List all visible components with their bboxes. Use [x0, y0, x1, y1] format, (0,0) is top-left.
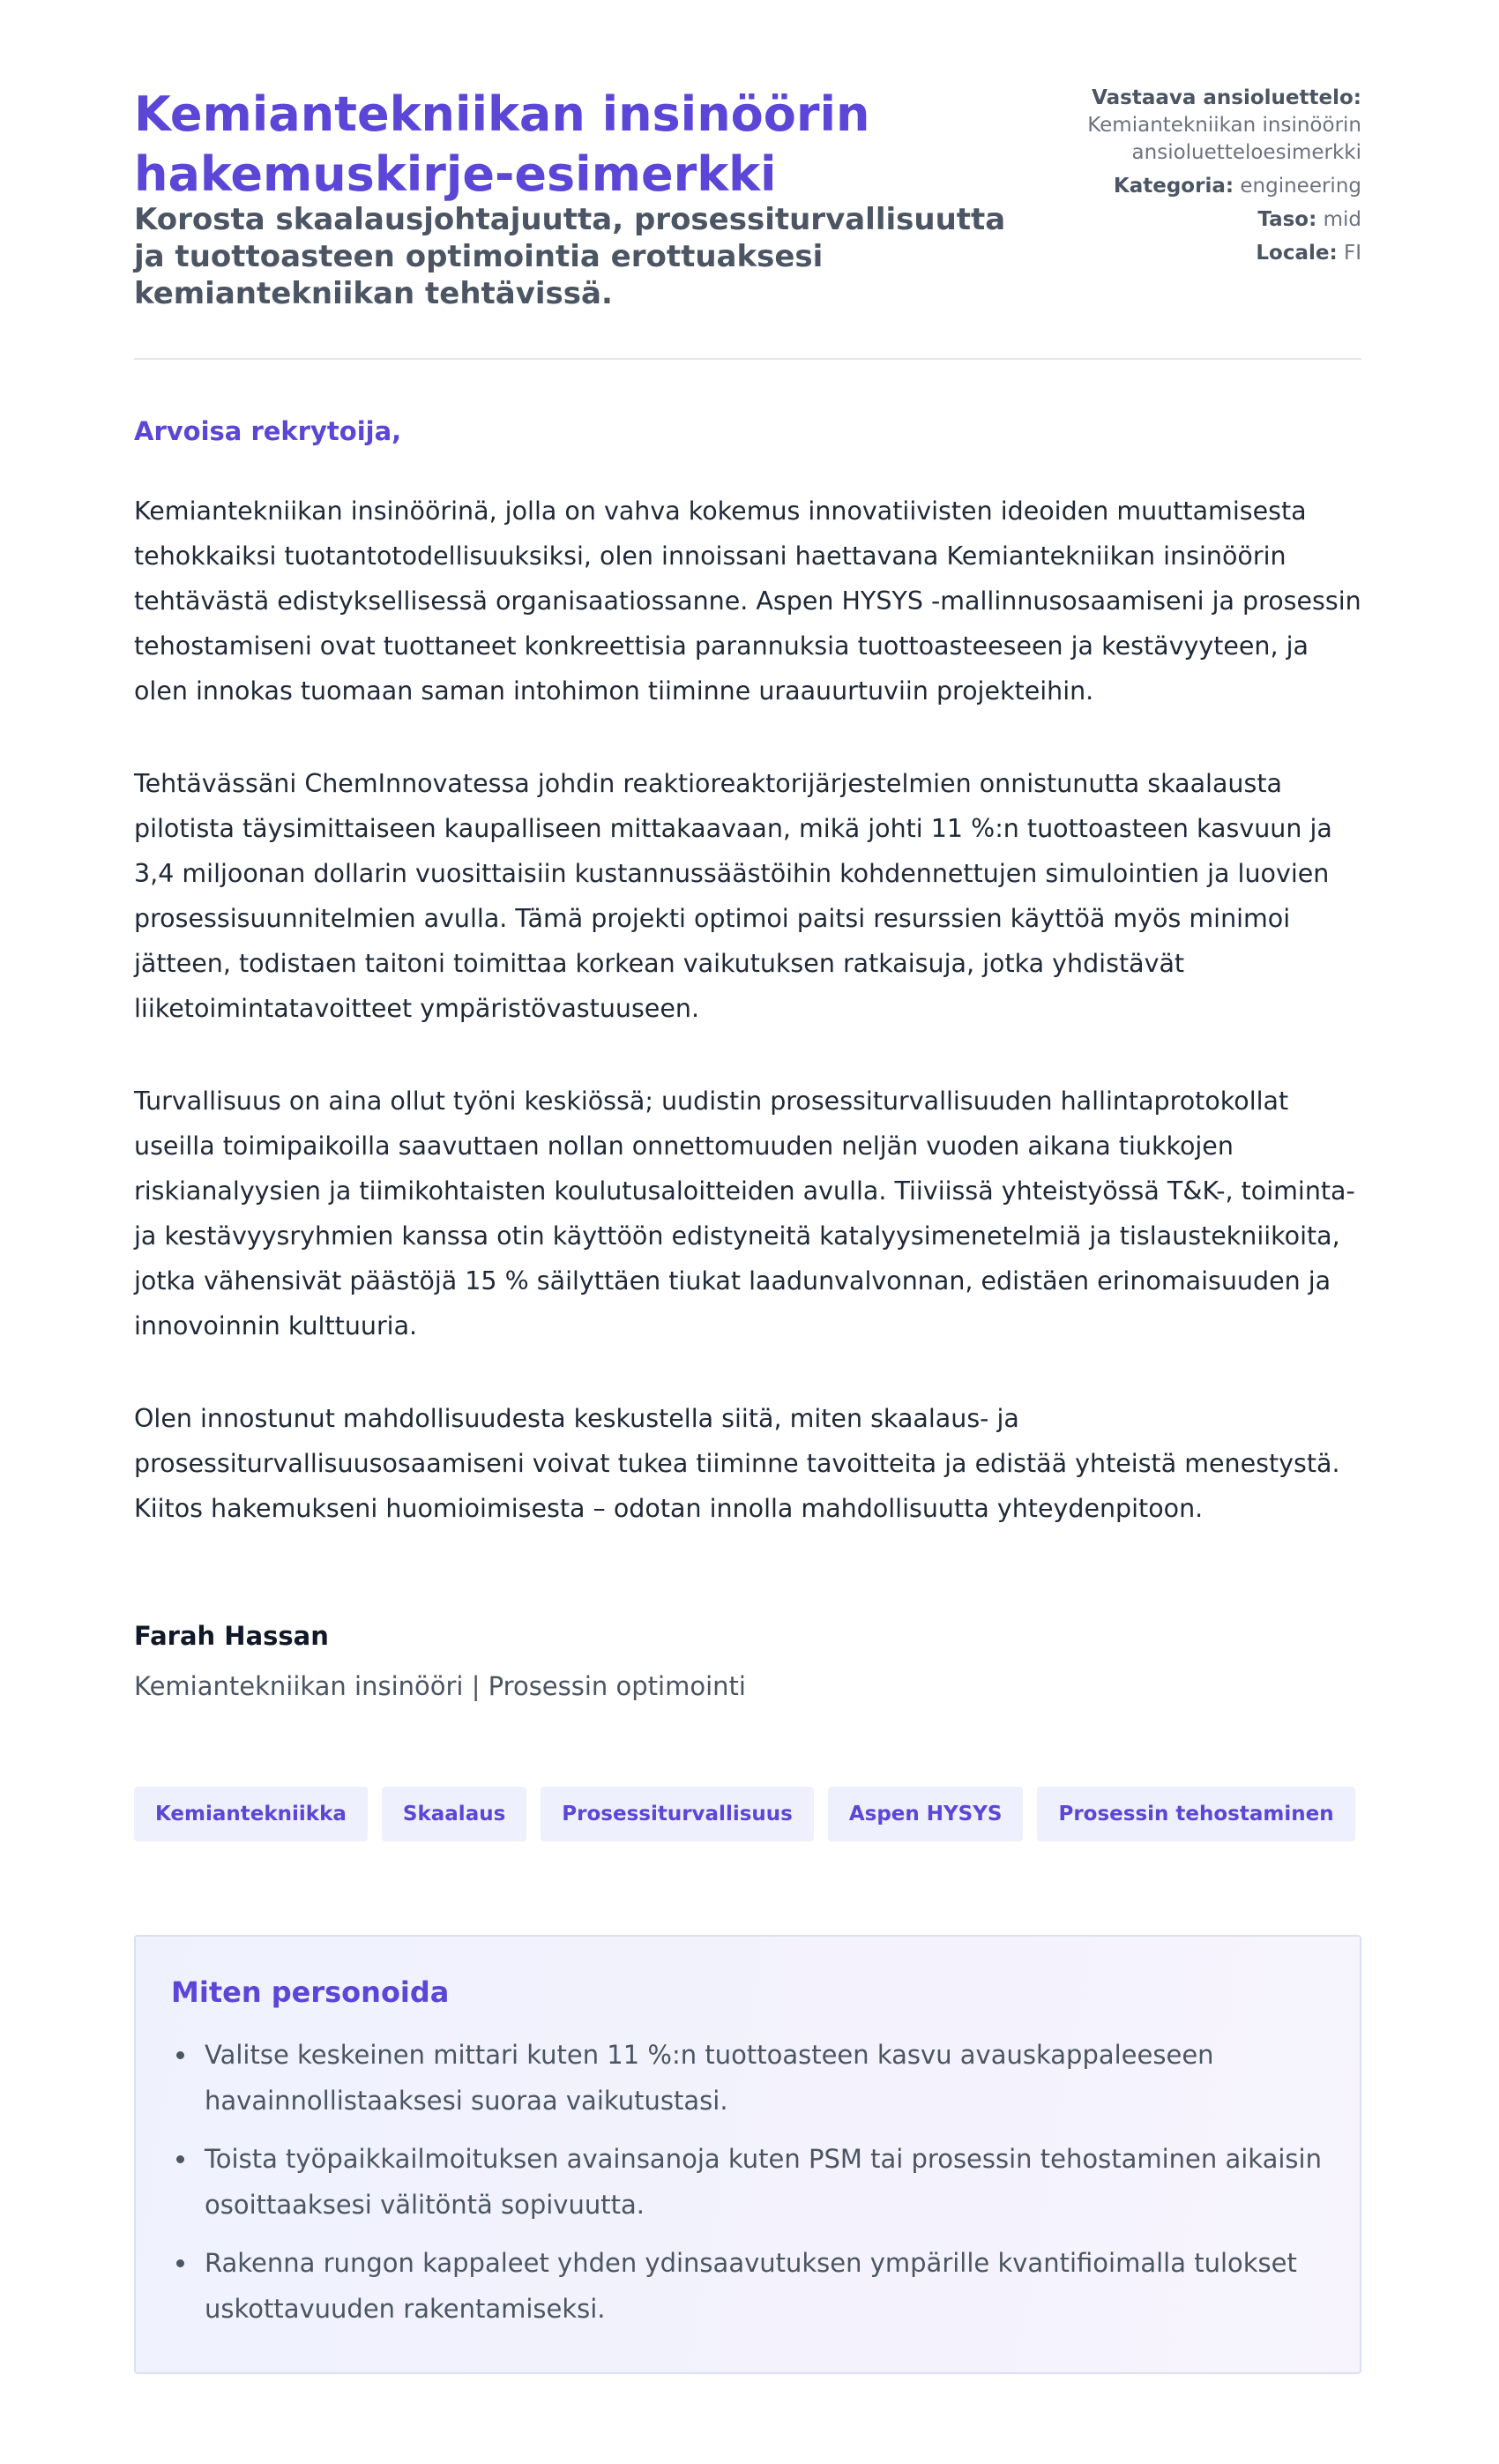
meta-resume-value-row: [1009, 112, 1361, 167]
letter-body: [134, 489, 1361, 1579]
meta-category-value: engineering: [1240, 175, 1361, 198]
signature-name: Farah Hassan: [134, 1621, 329, 1651]
tips-list-item: [205, 2240, 1324, 2332]
tips-item-text: Toista työpaikkailmoituksen avainsanoja kuten PSM tai prosessin tehostaminen aikaisin osoittaaksesi välitöntä sopivuutta.: [205, 2144, 1322, 2220]
letter-greeting: Arvoisa rekrytoija,: [134, 416, 402, 446]
page-title: Kemiantekniikan insinöörin hakemuskirje-esimerkki: [134, 86, 870, 202]
tips-item-text: Rakenna rungon kappaleet yhden ydinsaavutuksen ympärille kvantifioimalla tulokset uskottavuuden rakentamiseksi.: [205, 2248, 1297, 2324]
letter-paragraph: Kemiantekniikan insinöörinä, jolla on vahva kokemus innovatiivisten ideoiden muuttamisesta tehokkaiksi tuotantotodellisuuksiksi, olen innoissani haettavana Kemiantekniikan insinöörin tehtävästä edistyksellisessä organisaatiossanne. Aspen HYSYS -mallinnusosaamiseni ja prosessin tehostamiseni ovat tuottaneet konkreettisia parannuksia tuottoasteeseen ja kestävyyteen, ja olen innokas tuomaan saman intohimon tiiminne uraauurtuviin projekteihin.: [134, 497, 1361, 706]
tag-chip[interactable]: Kemiantekniikka: [134, 1787, 368, 1841]
tag-chip[interactable]: Aspen HYSYS: [828, 1787, 1024, 1841]
letter-paragraph: Turvallisuus on aina ollut työni keskiössä; uudistin prosessiturvallisuuden hallintaprotokollat useilla toimipaikoilla saavuttaen nollan onnettomuuden neljän vuoden aikana tiukkojen riskianalyysien ja tiimikohtaisten koulutusaloitteiden avulla. Tiiviissä yhteistyössä T&K-, toiminta- ja kestävyysryhmien kanssa otin käyttöön edistyneitä katalyysimenetelmiä ja tislaustekniikoita, jotka vähensivät päästöjä 15 % säilyttäen tiukat laadunvalvonnan, edistäen erinomaisuuden ja innovoinnin kulttuuria.: [134, 1086, 1355, 1340]
meta-category-label: Kategoria:: [1113, 175, 1234, 198]
tag-chip[interactable]: Prosessin tehostaminen: [1037, 1787, 1354, 1841]
tag-list: [134, 1787, 1355, 1841]
signature-role: Kemiantekniikan insinööri | Prosessin optimointi: [134, 1671, 746, 1701]
bullet-icon: [176, 2259, 184, 2267]
page-header: [134, 0, 1361, 360]
letter-paragraph: Tehtävässäni ChemInnovatessa johdin reaktioreaktorijärjestelmien onnistunutta skaalausta pilotista täysimittaiseen kaupalliseen mittakaavaan, mikä johti 11 %:n tuottoasteen kasvuun ja 3,4 miljoonan dollarin vuosittaisiin kustannussäästöihin kohdennettujen simulointien ja luovien prosessisuunnitelmien avulla. Tämä projekti optimoi paitsi resurssien käyttöä myös minimoi jätteen, todistaen taitoni toimittaa korkean vaikutuksen ratkaisuja, jotka yhdistävät liiketoimintatavoitteet ympäristövastuuseen.: [134, 769, 1332, 1023]
meta-panel: [1009, 85, 1361, 273]
meta-resume-label-row: [1009, 85, 1361, 112]
meta-locale-value: FI: [1343, 242, 1361, 265]
cover-letter-page: [134, 0, 1361, 2324]
meta-resume-value[interactable]: Kemiantekniikan insinöörin ansioluetteloesimerkki: [1087, 114, 1361, 164]
meta-locale-row: [1009, 240, 1361, 267]
meta-resume-label: Vastaava ansioluettelo:: [1092, 86, 1361, 109]
meta-level-label: Taso:: [1257, 208, 1317, 231]
letter-paragraph: Olen innostunut mahdollisuudesta keskustella siitä, miten skaalaus- ja prosessiturvallisuusosaamiseni voivat tukea tiiminne tavoitteita ja edistää yhteistä menestystä. Kiitos hakemukseni huomioimisesta – odotan innolla mahdollisuutta yhteydenpitoon.: [134, 1404, 1340, 1523]
meta-locale-label: Locale:: [1256, 242, 1338, 265]
tag-chip[interactable]: Prosessiturvallisuus: [541, 1787, 814, 1841]
bullet-icon: [176, 2051, 184, 2059]
tag-chip[interactable]: Skaalaus: [382, 1787, 526, 1841]
meta-level-value: mid: [1323, 208, 1361, 231]
meta-level-row: [1009, 206, 1361, 234]
bullet-icon: [176, 2155, 184, 2163]
tips-list: [171, 2032, 1324, 2332]
meta-category-row: [1009, 173, 1361, 200]
tips-list-item: [205, 2136, 1324, 2228]
tips-title: Miten personoida: [171, 1975, 450, 2009]
tips-list-item: [205, 2032, 1324, 2124]
page-subtitle: Korosta skaalausjohtajuutta, prosessiturvallisuutta ja tuottoasteen optimointia erottuaksesi kemiantekniikan tehtävissä.: [134, 202, 1006, 311]
tips-item-text: Valitse keskeinen mittari kuten 11 %:n tuottoasteen kasvu avauskappaleeseen havainnollistaaksesi suoraa vaikutustasi.: [205, 2040, 1214, 2116]
personalization-tips-box: [134, 1935, 1361, 2374]
